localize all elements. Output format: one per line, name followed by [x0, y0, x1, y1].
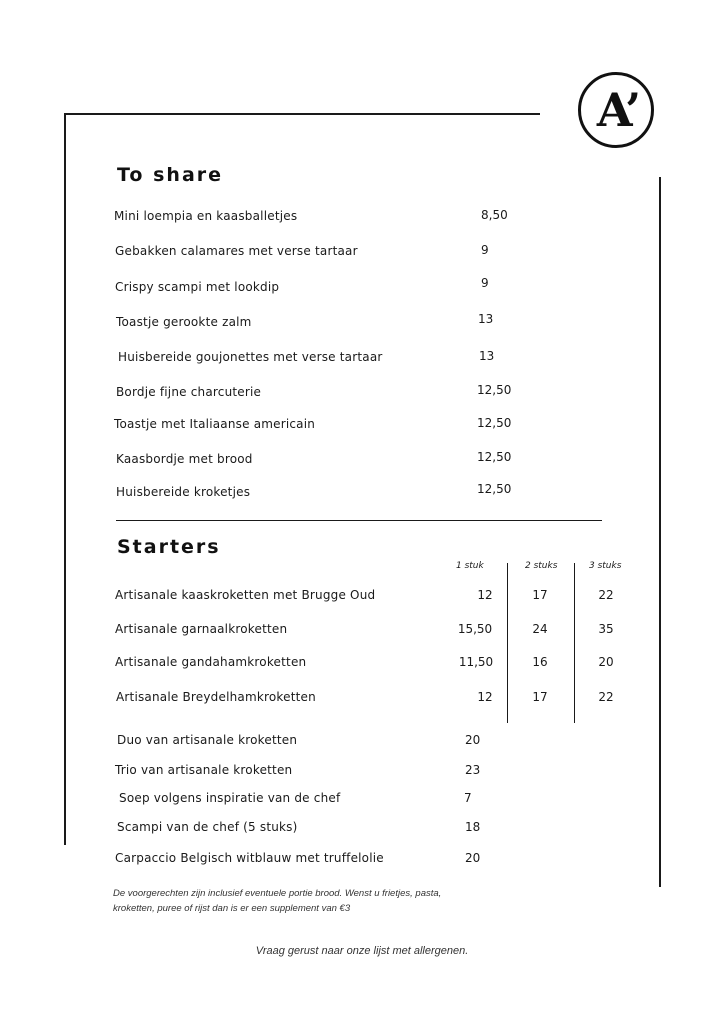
menu-price: 12,50 — [477, 383, 512, 397]
menu-item: Huisbereide kroketjes — [116, 485, 251, 499]
menu-price: 13 — [479, 349, 495, 363]
menu-item: Crispy scampi met lookdip — [115, 280, 280, 294]
frame-top-line — [64, 113, 540, 115]
menu-price: 20 — [465, 733, 481, 747]
menu-item: Scampi van de chef (5 stuks) — [117, 820, 298, 834]
menu-price: 23 — [465, 763, 481, 777]
price-3-stuks: 35 — [598, 622, 614, 636]
menu-item: Mini loempia en kaasballetjes — [114, 209, 298, 223]
price-2-stuks: 24 — [532, 622, 548, 636]
price-1-stuk: 11,50 — [458, 655, 494, 669]
menu-price: 9 — [481, 243, 489, 257]
allergen-footer: Vraag gerust naar onze lijst met allergenen. — [255, 945, 469, 957]
croquette-item: Artisanale garnaalkroketten — [115, 622, 288, 636]
croquette-item: Artisanale Breydelhamkroketten — [116, 690, 316, 704]
column-divider — [574, 563, 575, 723]
section-title-to-share: To share — [117, 164, 224, 186]
column-header-2-stuks: 2 stuks — [525, 561, 558, 571]
note-line: De voorgerechten zijn inclusief eventuele portie brood. Wenst u frietjes, pasta, — [113, 888, 442, 899]
section-title-starters: Starters — [117, 536, 221, 558]
menu-item: Huisbereide goujonettes met verse tartaar — [118, 350, 383, 364]
menu-item: Kaasbordje met brood — [116, 452, 253, 466]
menu-price: 7 — [464, 791, 472, 805]
menu-item: Carpaccio Belgisch witblauw met truffelolie — [115, 851, 384, 865]
supplement-note — [113, 886, 441, 916]
menu-price: 13 — [478, 312, 494, 326]
price-3-stuks: 22 — [598, 690, 614, 704]
menu-item: Toastje met Italiaanse americain — [114, 417, 316, 431]
menu-price: 12,50 — [477, 450, 512, 464]
price-3-stuks: 22 — [598, 588, 614, 602]
note-line: kroketten, puree of rijst dan is er een supplement van €3 — [113, 903, 351, 914]
menu-item: Gebakken calamares met verse tartaar — [115, 244, 358, 258]
menu-price: 8,50 — [481, 208, 508, 222]
price-2-stuks: 17 — [532, 690, 548, 704]
menu-item: Soep volgens inspiratie van de chef — [119, 791, 341, 805]
menu-price: 9 — [481, 276, 489, 290]
price-1-stuk: 12 — [477, 588, 493, 602]
menu-item: Bordje fijne charcuterie — [116, 385, 262, 399]
menu-price: 20 — [465, 851, 481, 865]
section-divider — [116, 520, 602, 521]
menu-price: 12,50 — [477, 416, 512, 430]
price-3-stuks: 20 — [598, 655, 614, 669]
column-header-3-stuks: 3 stuks — [589, 561, 622, 571]
croquette-item: Artisanale gandahamkroketten — [115, 655, 307, 669]
frame-left-line — [64, 113, 66, 845]
price-2-stuks: 17 — [532, 588, 548, 602]
menu-item: Trio van artisanale kroketten — [115, 763, 293, 777]
restaurant-logo: A’ — [578, 72, 654, 148]
menu-item: Toastje gerookte zalm — [116, 315, 252, 329]
menu-price: 12,50 — [477, 482, 512, 496]
column-divider — [507, 563, 508, 723]
menu-item: Duo van artisanale kroketten — [117, 733, 298, 747]
price-1-stuk: 15,50 — [457, 622, 493, 636]
price-1-stuk: 12 — [477, 690, 493, 704]
price-2-stuks: 16 — [532, 655, 548, 669]
croquette-item: Artisanale kaaskroketten met Brugge Oud — [115, 588, 376, 602]
frame-right-line — [659, 177, 661, 887]
menu-price: 18 — [465, 820, 481, 834]
column-header-1-stuk: 1 stuk — [456, 561, 484, 571]
